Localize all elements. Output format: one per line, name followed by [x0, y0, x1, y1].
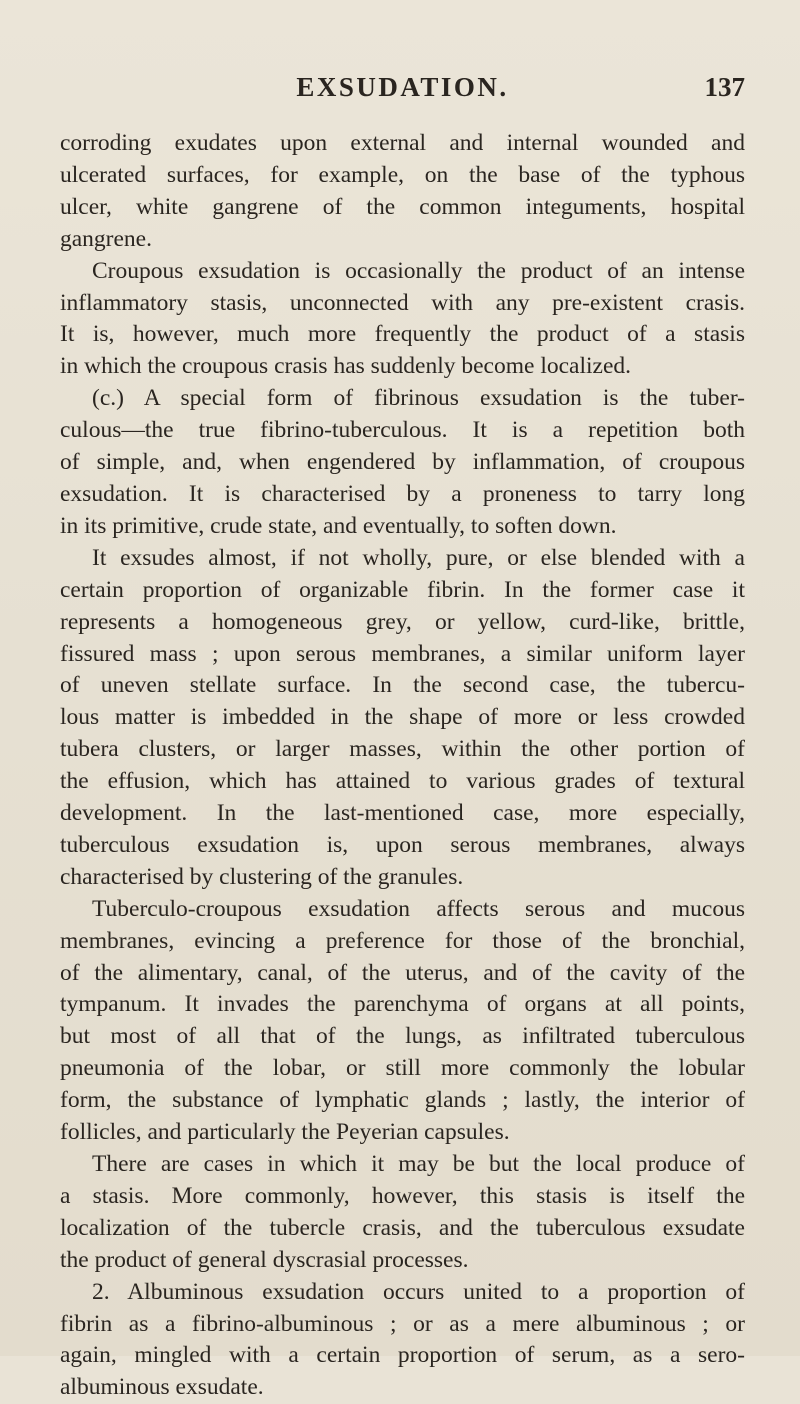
paragraph: [60, 1277, 745, 1404]
text-line: fibrin as a fibrino-albuminous ; or as a mere albuminous ; or: [60, 1310, 745, 1337]
text-line: the product of general dyscrasial processes.: [60, 1246, 469, 1273]
text-line: pneumonia of the lobar, or still more commonly the lobular: [60, 1055, 745, 1082]
text-line: (c.) A special form of fibrinous exsudation is the tuber-: [92, 385, 745, 412]
text-line: a stasis. More commonly, however, this stasis is itself the: [60, 1182, 745, 1209]
paragraph: [60, 383, 745, 543]
text-line: Croupous exsudation is occasionally the product of an intense: [92, 257, 745, 284]
text-line: characterised by clustering of the granules.: [60, 863, 464, 890]
text-line: in its primitive, crude state, and eventually, to soften down.: [60, 512, 617, 539]
text-line: tubera clusters, or larger masses, within the other portion of: [60, 736, 745, 763]
paragraph: [60, 256, 745, 384]
page-number: 137: [704, 72, 745, 102]
text-line: ulcer, white gangrene of the common integuments, hospital: [60, 193, 745, 220]
text-line: membranes, evincing a preference for those of the bronchial,: [60, 927, 745, 954]
text-line: corroding exudates upon external and internal wounded and: [60, 130, 745, 156]
text-line: It exsudes almost, if not wholly, pure, or else blended with a: [92, 544, 745, 571]
text-line: tuberculous exsudation is, upon serous membranes, always: [60, 831, 745, 858]
text-line: gangrene.: [60, 225, 152, 252]
text-line: ulcerated surfaces, for example, on the base of the typhous: [60, 161, 745, 188]
text-line: Tuberculo-croupous exsudation affects serous and mucous: [92, 895, 745, 922]
text-line: albuminous exsudate.: [60, 1374, 264, 1401]
text-line: of uneven stellate surface. In the second case, the tubercu-: [60, 672, 745, 699]
text-line: in which the croupous crasis has suddenly become localized.: [60, 353, 632, 380]
text-line: It is, however, much more frequently the product of a stasis: [60, 321, 745, 348]
text-line: of simple, and, when engendered by inflammation, of croupous: [60, 449, 745, 476]
text-line: 2. Albuminous exsudation occurs united to a proportion of: [92, 1278, 745, 1305]
text-line: form, the substance of lymphatic glands ; lastly, the interior of: [60, 1087, 745, 1114]
body-text: [60, 128, 745, 1404]
text-line: but most of all that of the lungs, as infiltrated tuberculous: [60, 1023, 745, 1050]
paragraph: [60, 894, 745, 1149]
text-line: follicles, and particularly the Peyerian capsules.: [60, 1119, 510, 1146]
text-line: inflammatory stasis, unconnected with any pre-existent crasis.: [60, 289, 745, 316]
text-line: development. In the last-mentioned case, more especially,: [60, 800, 745, 827]
text-line: lous matter is imbedded in the shape of more or less crowded: [60, 704, 745, 731]
paragraph: [60, 543, 745, 894]
text-line: represents a homogeneous grey, or yellow, curd-like, brittle,: [60, 608, 745, 635]
text-line: tympanum. It invades the parenchyma of organs at all points,: [60, 991, 745, 1018]
page-header: [60, 72, 745, 112]
running-head: EXSUDATION.: [296, 72, 509, 102]
text-line: the effusion, which has attained to various grades of textural: [60, 768, 745, 795]
paragraph: [60, 128, 745, 256]
paragraph: [60, 1149, 745, 1277]
text-line: exsudation. It is characterised by a proneness to tarry long: [60, 480, 745, 507]
text-line: localization of the tubercle crasis, and the tuberculous exsudate: [60, 1214, 745, 1241]
text-line: of the alimentary, canal, of the uterus, and of the cavity of the: [60, 959, 745, 986]
text-line: fissured mass ; upon serous membranes, a similar uniform layer: [60, 640, 745, 667]
text-line: certain proportion of organizable fibrin. In the former case it: [60, 576, 745, 603]
text-line: culous—the true fibrino-tuberculous. It is a repetition both: [60, 417, 745, 444]
text-line: again, mingled with a certain proportion of serum, as a sero-: [60, 1342, 745, 1369]
text-line: There are cases in which it may be but the local produce of: [92, 1151, 745, 1177]
